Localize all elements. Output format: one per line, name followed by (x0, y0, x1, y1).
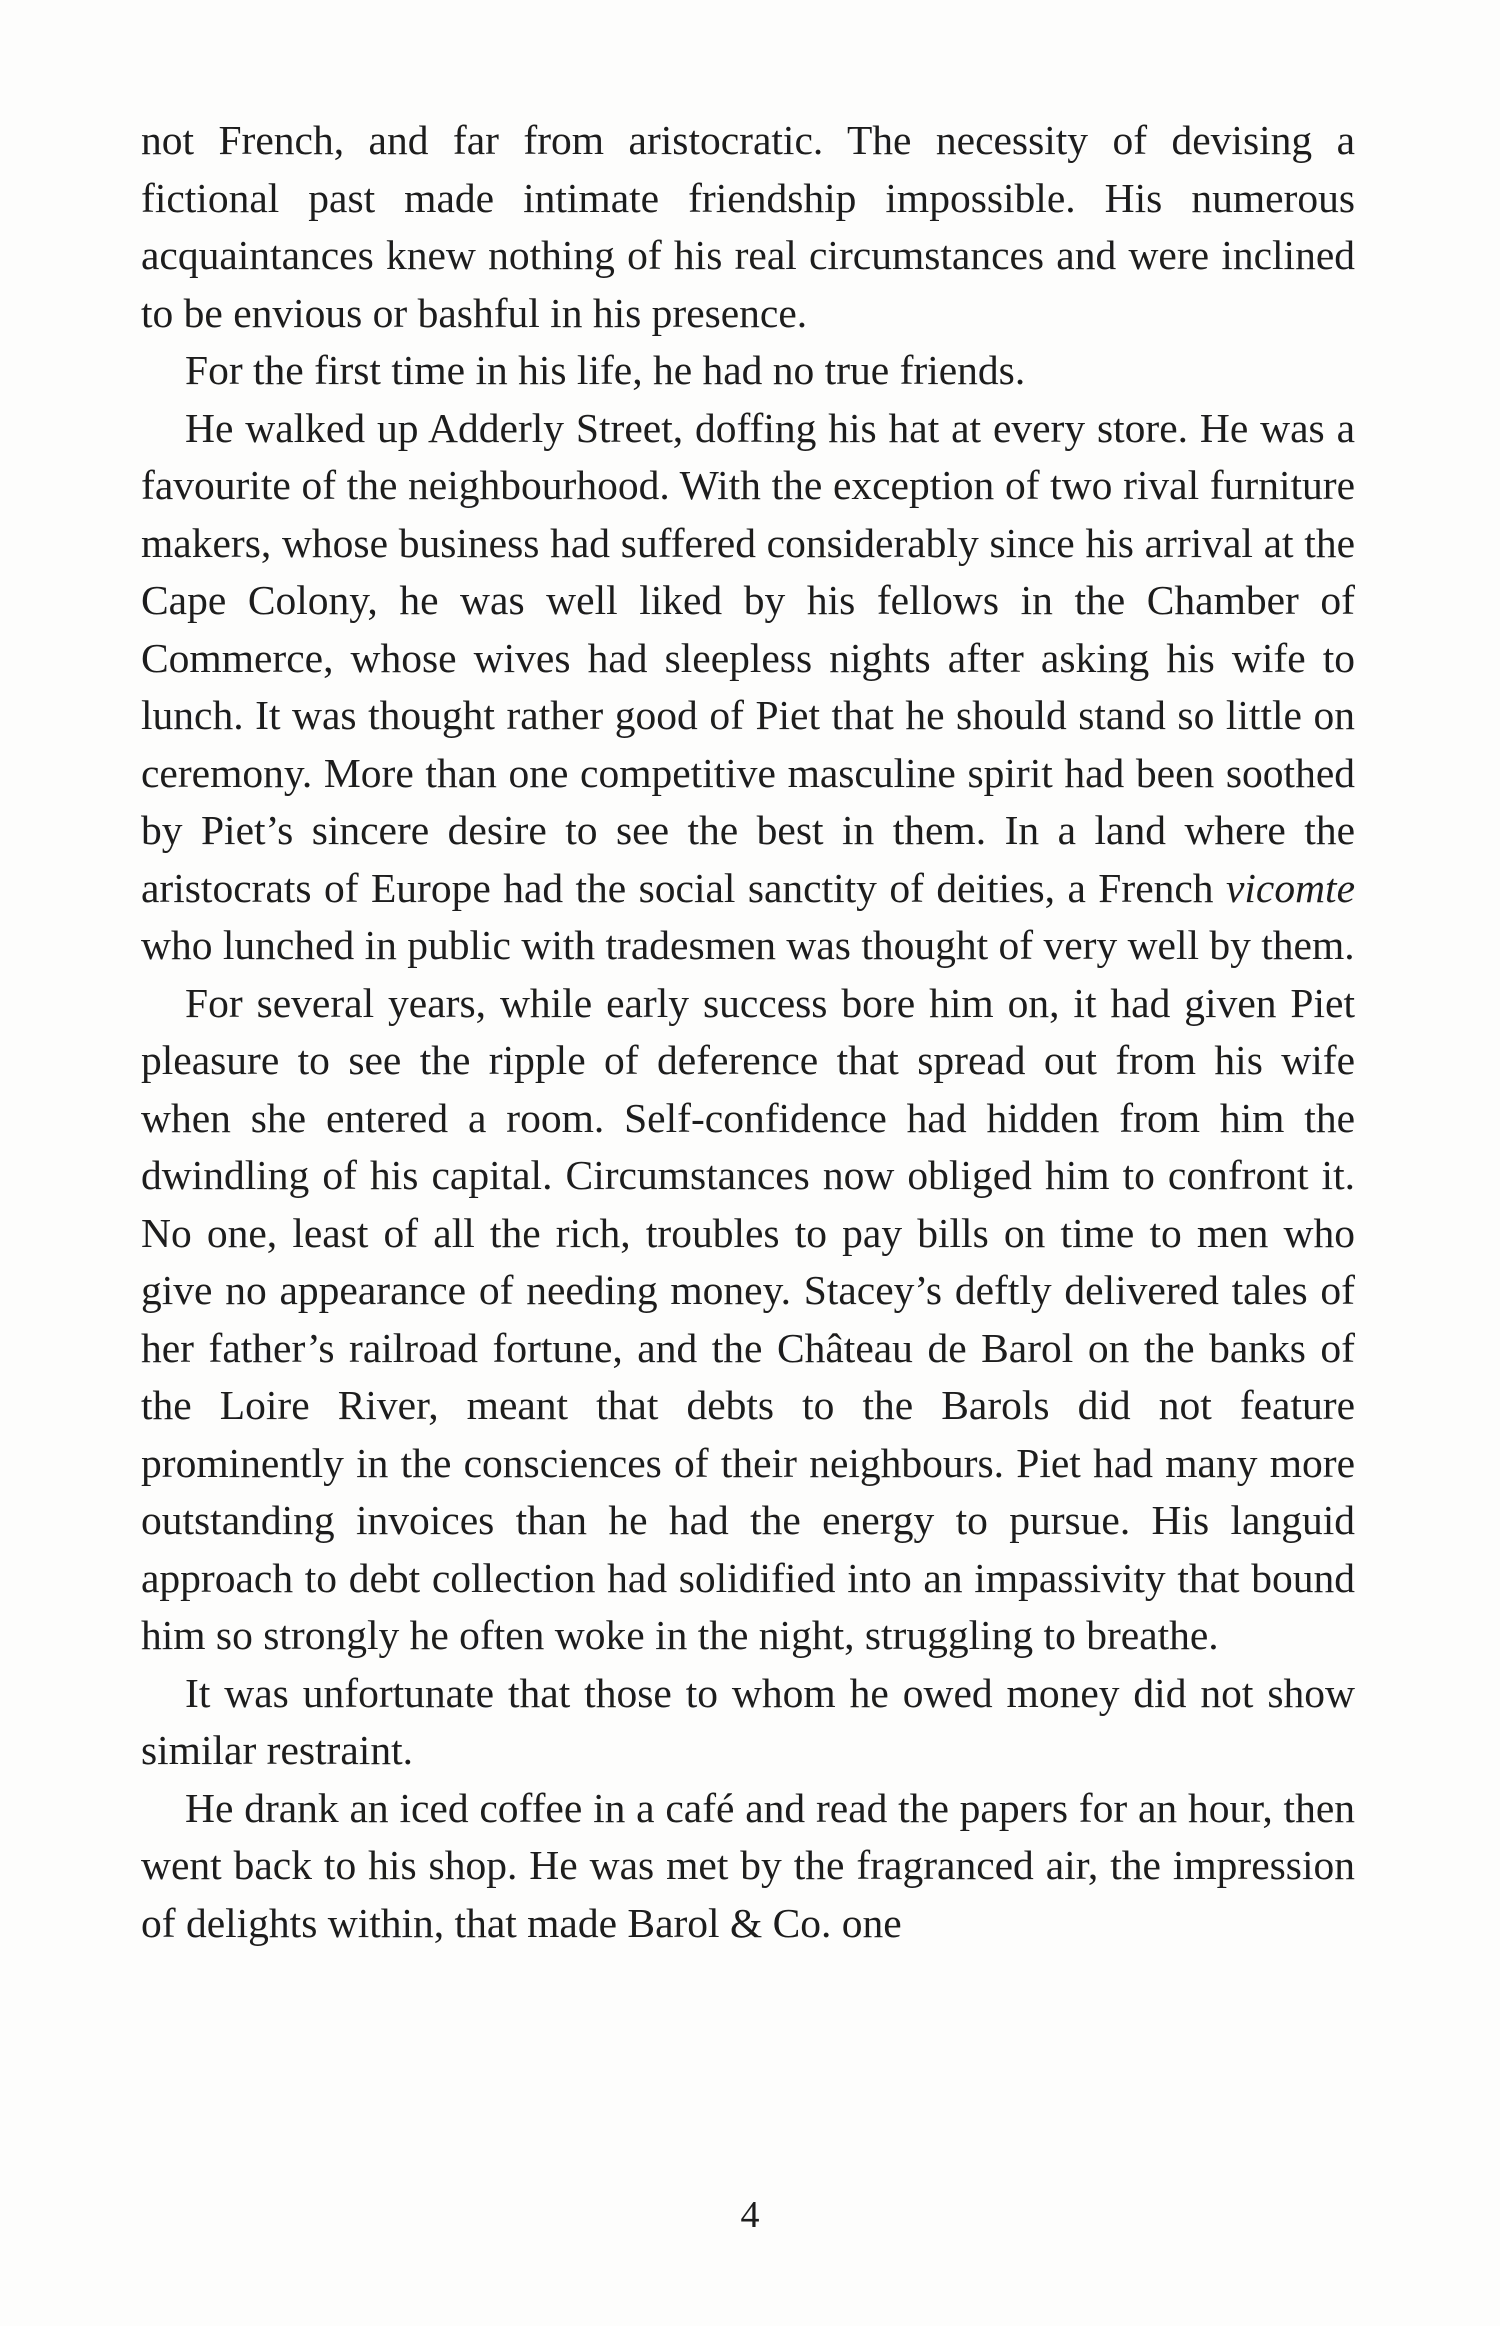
italic-word: vicomte (1225, 864, 1355, 911)
paragraph: For the first time in his life, he had no true friends. (185, 347, 1026, 393)
paragraph-text: who lunched in public with tradesmen was thought of very well by them. (141, 922, 1355, 968)
paragraph-text: He walked up Adderly Street, doffing his hat at every store. He was a favourite of the neighbourhood. With the exception of two rival furniture makers, whose business had suffered considerably since his arrival at the Cape Colony, he was well liked by his fellows in the Chamber of Commerce, whose wives had sleepless nights after asking his wife to lunch. It was thought rather good of Piet that he should stand so little on ceremony. More than one competitive masculine spirit had been soothed by Piet’s sincere desire to see the best in them. In a land where the aristocrats of Europe had the social sanctity of deities, a French (141, 404, 1355, 911)
paragraph (141, 400, 1355, 975)
paragraph: For several years, while early success bore him on, it had given Piet pleasure to see the ripple of deference that spread out from his wife when she entered a room. Self-confidence had hidden from him the dwindling of his capital. Circumstances now obliged him to confront it. No one, least of all the rich, troubles to pay bills on time to men who give no appearance of needing money. Stacey’s deftly delivered tales of her father’s railroad fortune, and the Château de Barol on the banks of the Loire River, meant that debts to the Barols did not feature prominently in the consciences of their neighbours. Piet had many more outstanding invoices than he had the energy to pursue. His languid approach to debt collection had solidified into an impassivity that bound him so strongly he often woke in the night, struggling to breathe. (141, 979, 1355, 1658)
body-text (141, 112, 1355, 1952)
paragraph: not French, and far from aristocratic. The necessity of devising a fictional past made intimate friendship impossible. His numerous acquaintances knew nothing of his real circumstances and were inclined to be envious or bashful in his presence. (141, 117, 1355, 336)
page-number: 4 (740, 2194, 760, 2236)
paragraph: He drank an iced coffee in a café and read the papers for an hour, then went back to his shop. He was met by the fragranced air, the impression of delights within, that made Barol & Co. one (141, 1784, 1355, 1946)
paragraph: It was unfortunate that those to whom he owed money did not show similar restraint. (141, 1669, 1355, 1773)
